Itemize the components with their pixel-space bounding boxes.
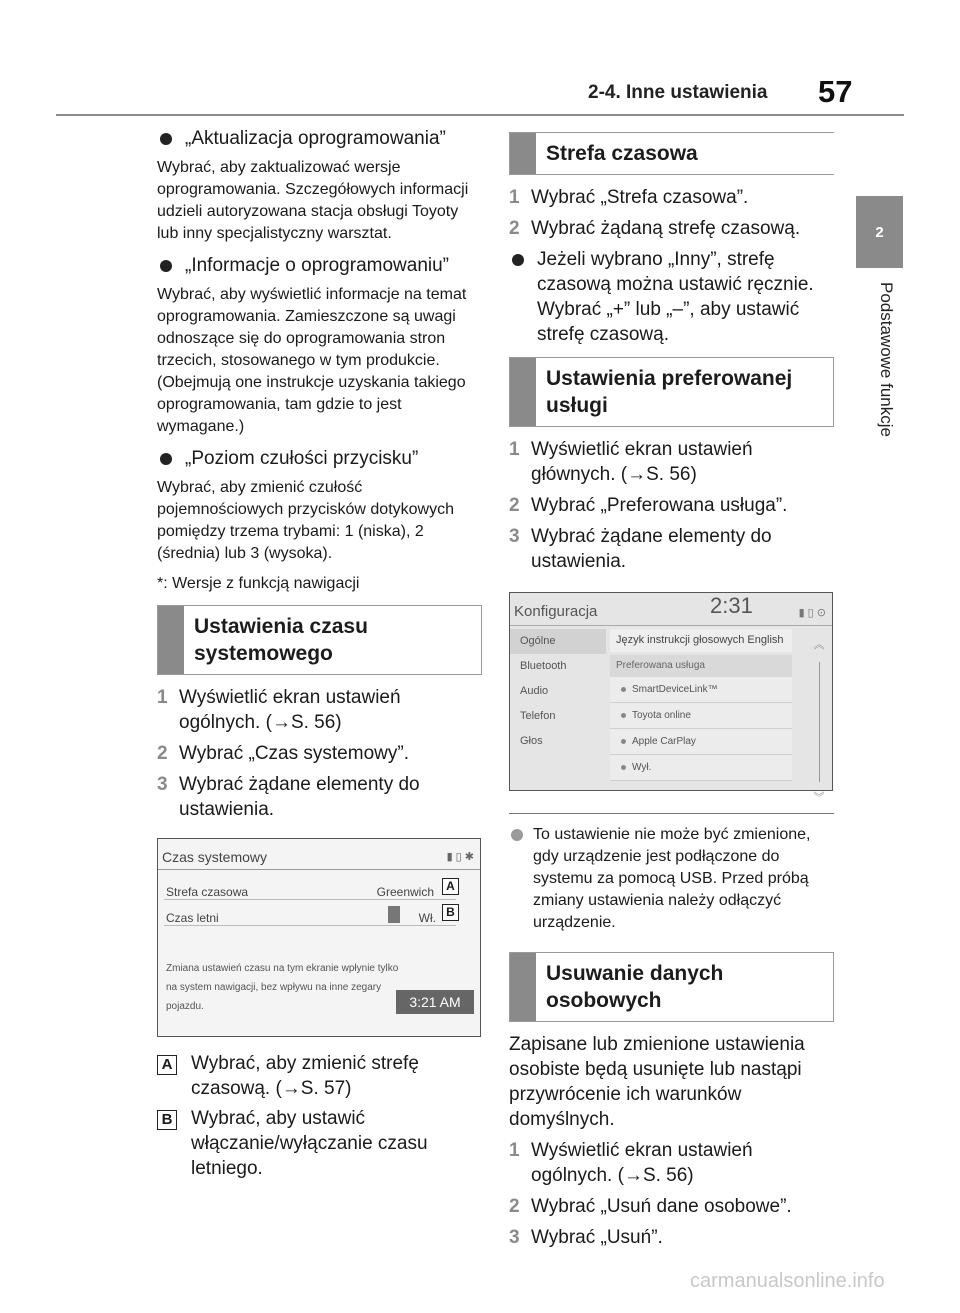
page-number: 57 xyxy=(818,74,853,109)
step: 1 Wyświetlić ekran ustawień głównych. (→S. 56) xyxy=(509,439,753,485)
left-column xyxy=(157,122,482,1186)
item-text: Wybrać, aby zaktualizować wersje oprogramowania. Szczegółowych informacji udzieli autoryzowana stacja obsługi Toyoty lub inny specjalistyczny warsztat. xyxy=(157,159,469,242)
scroll-up-icon[interactable]: ︽ xyxy=(813,639,825,651)
callout-marker: A xyxy=(442,878,459,895)
section-heading: Usuwanie danych osobowych xyxy=(509,952,834,1022)
section-heading: Strefa czasowa xyxy=(509,132,834,175)
section-bar xyxy=(510,358,536,426)
section-bar xyxy=(510,953,536,1021)
section-bar xyxy=(158,606,184,674)
screen-clock: 3:21 AM xyxy=(396,990,474,1014)
voice-language-row[interactable]: Język instrukcji głosowych English xyxy=(610,629,792,652)
configuration-screen xyxy=(509,592,833,804)
bullet-note: Jeżeli wybrano „Inny”, strefę czasową można ustawić ręcznie. Wybrać „+” lub „–”, aby ustawić strefę czasową. xyxy=(509,247,834,347)
screen-note: Zmiana ustawień czasu na tym ekranie wpłynie tylko na system nawigacji, bez wpływu na inne zegary pojazdu. xyxy=(166,963,399,1012)
menu-item-phone[interactable]: Telefon xyxy=(520,710,556,722)
status-icons: ▮ ▯ ✱ xyxy=(446,851,474,863)
note: To ustawienie nie może być zmienione, gdy urządzenie jest podłączone do systemu za pomocą USB. Przed próbą zmiany ustawienia należy odłączyć urządzenie. xyxy=(509,824,834,934)
toggle-indicator xyxy=(388,906,400,923)
note-divider xyxy=(509,813,834,814)
screen-title: Konfiguracja xyxy=(514,603,598,620)
callout-marker: A xyxy=(157,1055,177,1075)
screen-clock: 2:31 xyxy=(710,593,753,618)
scroll-down-icon[interactable]: ︾ xyxy=(813,792,825,804)
watermark: carmanualsonline.info xyxy=(690,1270,885,1292)
settings-panel xyxy=(610,629,792,781)
section-heading: Ustawienia czasu systemowego xyxy=(157,605,482,675)
step: 2 Wybrać „Preferowana usługa”. xyxy=(509,495,788,516)
option-toyota-online[interactable]: Toyota online xyxy=(610,703,792,729)
bullet-icon xyxy=(512,254,524,266)
item-heading: „Informacje o oprogramowaniu” xyxy=(157,253,482,278)
preferred-service-row[interactable]: Preferowana usługa xyxy=(610,655,792,677)
callout-marker: B xyxy=(157,1110,177,1130)
time-zone-row[interactable]: Strefa czasowa Greenwich xyxy=(164,875,456,900)
section-heading: Ustawienia preferowanej usługi xyxy=(509,357,834,427)
system-time-screen xyxy=(157,838,481,1037)
screen-title: Czas systemowy xyxy=(162,849,268,865)
bullet-icon xyxy=(160,453,172,465)
chapter-tab xyxy=(856,196,903,268)
daylight-saving-row[interactable]: Czas letni Wł. xyxy=(164,901,456,926)
header-divider xyxy=(56,114,904,116)
bullet-icon xyxy=(511,829,523,841)
settings-menu xyxy=(510,629,606,754)
item-text: Wybrać, aby zmienić czułość pojemnościowych przycisków dotykowych pomiędzy trzema trybami: 1 (niska), 2 (średnia) lub 3 (wysoka). xyxy=(157,479,454,562)
section-bar xyxy=(510,133,536,174)
step: 3 Wybrać „Usuń”. xyxy=(509,1227,663,1248)
callout: A Wybrać, aby zmienić strefę czasową. (→S. 57) xyxy=(157,1051,482,1101)
status-icons: ▮ ▯ ⊙ xyxy=(798,607,826,619)
step: 2 Wybrać żądaną strefę czasową. xyxy=(509,218,801,239)
menu-item-general[interactable]: Ogólne xyxy=(510,629,606,654)
bullet-icon xyxy=(160,260,172,272)
chapter-number: 2 xyxy=(875,223,884,241)
footnote: *: Wersje z funkcją nawigacji xyxy=(157,575,360,592)
step: 2 Wybrać „Usuń dane osobowe”. xyxy=(509,1196,792,1217)
step: 1 Wybrać „Strefa czasowa”. xyxy=(509,187,749,208)
callout-marker: B xyxy=(442,904,459,921)
menu-item-audio[interactable]: Audio xyxy=(520,685,549,697)
step: 1 Wyświetlić ekran ustawień ogólnych. (→S. 56) xyxy=(509,1140,753,1186)
step: 3 Wybrać żądane elementy do ustawienia. xyxy=(157,774,420,820)
section-paragraph: Zapisane lub zmienione ustawienia osobiste będą usunięte lub nastąpi przywrócenie ich warunków domyślnych. xyxy=(509,1034,805,1130)
section-header-title: 2-4. Inne ustawienia xyxy=(588,82,768,103)
step: 2 Wybrać „Czas systemowy”. xyxy=(157,743,409,764)
item-heading: „Aktualizacja oprogramowania” xyxy=(157,126,482,151)
step: 1 Wyświetlić ekran ustawień ogólnych. (→S. 56) xyxy=(157,687,401,733)
option-apple-carplay[interactable]: Apple CarPlay xyxy=(610,729,792,755)
item-text: Wybrać, aby wyświetlić informacje na temat oprogramowania. Zamieszczone są uwagi odnoszące się do oprogramowania stron trzecich, stosowanego w tym produkcie. (Obejmują one instrukcje uzyskania takiego oprogramowania, tam gdzie to jest wymagane.) xyxy=(157,286,467,435)
scrollbar[interactable] xyxy=(812,633,826,811)
menu-item-bluetooth[interactable]: Bluetooth xyxy=(520,660,567,672)
callout: B Wybrać, aby ustawić włączanie/wyłączanie czasu letniego. xyxy=(157,1106,482,1181)
item-heading: „Poziom czułości przycisku” xyxy=(157,446,482,471)
option-off[interactable]: Wył. xyxy=(610,755,792,781)
chapter-label: Podstawowe funkcje xyxy=(877,282,896,437)
step: 3 Wybrać żądane elementy do ustawienia. xyxy=(509,526,772,572)
option-smartdevicelink[interactable]: SmartDeviceLink™ xyxy=(610,677,792,703)
right-column xyxy=(509,122,834,1256)
bullet-icon xyxy=(160,133,172,145)
menu-item-voice[interactable]: Głos xyxy=(520,735,543,747)
